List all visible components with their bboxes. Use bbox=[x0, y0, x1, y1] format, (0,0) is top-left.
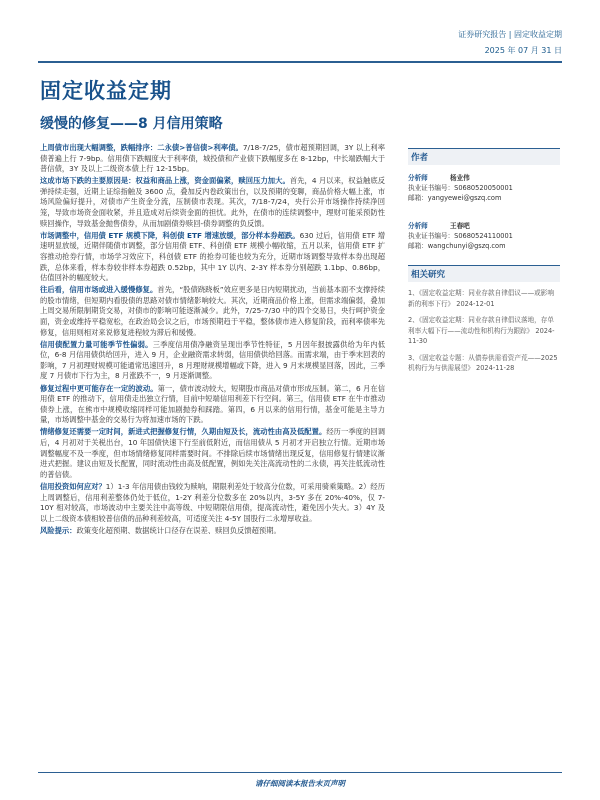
footer-divider bbox=[38, 772, 562, 773]
analyst-email[interactable]: wangchunyi@gszq.com bbox=[427, 242, 506, 250]
sidebar bbox=[408, 148, 560, 380]
report-header bbox=[458, 27, 562, 59]
authors-heading: 作者 bbox=[408, 148, 560, 165]
cert-number: S0680520050001 bbox=[454, 184, 513, 192]
paragraph-lead: 往后看，信用市场或进入缓慢修复。 bbox=[40, 285, 158, 295]
paragraph-lead: 信用投资如何应对？ bbox=[40, 481, 106, 491]
paragraph-risk bbox=[40, 526, 385, 537]
paragraph-text: 首先，4 月以来，权益触底反弹持续走强，近期上证综指触及 3600 点，叠加反内卷政策出台，以及预期的变聊，商品价格大幅上涨，市场风险偏好提升，对债市产生资金分流，压制债市表现。其次，7/18-7/24，央行公开市场操作持续净回笼，导致市场资金面收紧，并且造成对后续资金面的担忧。此外，在债市的连续调整中，理财可能采预防性赎回操作，导致基金抛售债券，从而加剧债券赎回-债券调整的负反馈。 bbox=[40, 176, 386, 228]
paragraph bbox=[40, 340, 385, 382]
paragraph-text: 经历一季度的回调后，4 月初对于关税出台，10 年国债快速下行至前低附近，而信用债从 5 月初才开启独立行情。近期市场调整幅度不及一季度，但市场情绪修复同样需要时间。不排除后续市场情绪出现反复，信用修复行情建议渐进式把握。建议由短及长配置，同时流动性由高及低配置，例如先关注高流动性的二永债，再关注低流动性的普信债。 bbox=[40, 427, 385, 479]
email-label: 邮箱： bbox=[408, 242, 428, 250]
paragraph-text: 三季度信用债净融资呈现出季节性特征，5 月因年报披露供给为年内低位，6-8 月信用债供给回升，进入 9 月，企业融资需求转弱，信用债供给回落。而需求端，由于季末回表的影响，7 月初理财规模可能通常迅速回升，8 月理财规模增幅或下降，进入 9 月末规模显回落，因此，三季度 7 月债市下行为主，8 月涨跌不一，9 月逐渐调整。 bbox=[40, 339, 386, 381]
paragraph bbox=[40, 384, 385, 426]
cert-label: 执业证书编号： bbox=[408, 232, 455, 240]
main-body bbox=[40, 143, 385, 538]
related-research-heading: 相关研究 bbox=[408, 265, 560, 282]
cert-number: S0680524110001 bbox=[454, 232, 513, 240]
related-research-list bbox=[408, 288, 560, 374]
analyst-card bbox=[408, 173, 560, 203]
related-research-item[interactable]: 1、《固定收益定期：同业存款自律倡议——或影响新的利率下行》 2024-12-01 bbox=[408, 289, 554, 308]
paragraph-lead: 信用债配置力量可能季节性偏弱。 bbox=[40, 339, 153, 349]
paragraph-text: 630 过后，信用债 ETF 增速明显放缓，近期伴随债市调整，部分信用债 ETF、科创债 ETF 规模小幅收缩，五月以来，信用债 ETF 扩容推动抢券行情，市场学习效应下，科创债 ETF 的抢券可能也较为充分，近期市场调整导致样本券出现超跌，总体来看，样本券较非样本券超跌 0.52bp，其中 1Y 以内、2-3Y 样本券分别超跌 1.1bp、0.86bp，估值回补的幅度较大。 bbox=[40, 230, 385, 283]
paragraph bbox=[40, 143, 385, 175]
report-title: 固定收益定期 bbox=[40, 79, 172, 103]
header-divider bbox=[38, 61, 562, 63]
related-research-item[interactable]: 2、《固定收益定期：同业存款自律倡议落地，存单利率大幅下行——流动性和机构行为跟踪》 2024-11-30 bbox=[408, 316, 555, 345]
paragraph bbox=[40, 231, 385, 284]
paragraph-lead: 这成市场下跌的主要原因是：权益和商品上涨，资金面偏紧，赎回压力加大。 bbox=[40, 176, 290, 186]
analyst-name: 杨业伟 bbox=[450, 174, 470, 182]
paragraph bbox=[40, 176, 385, 229]
analyst-role: 分析师 bbox=[408, 222, 428, 230]
analyst-role: 分析师 bbox=[408, 174, 428, 182]
paragraph-text: 首先，“股债跷跷板”效应更多是日内短期扰动，当前基本面不支撑持续的股市情绪，但短期内看股债的思路对债市情绪影响较大。其次，近期商品价格上涨，但需求端偏弱，叠加上周交易所限制期货交易，对债市的影响可能逐渐减少。此外，7/25-7/30 中的四个交易日，央行呵护资金面，资金或维持平稳宽松，在政治局会议之后，市场预期趋于平稳，整体债市进入修复阶段，而利率债率先修复，信用则相对来说修复进程较为滞后和缓慢。 bbox=[40, 285, 385, 337]
paragraph-text: 1）1-3 年信用债由钱较为赎响，期限利差处于较高分位数，可采用骑乘策略。2）经历上周调整后，信用利差整体仍处于低位，1-2Y 利差分位数多在 20%以内，3-5Y 多在 20%-40%，仅 7-10Y 相对较高，市场波动中主要关注中高等级、中短期限信用债，提高流动性，避免因小失大。3）4Y 及以上二级资本债相较普信债的品种利差较高，可适度关注 4-5Y 国股行二永增厚收益。 bbox=[40, 481, 386, 523]
paragraph-text: 7/18-7/25，债市超预期回调，3Y 以上利率债普遍上行 7-9bp。信用债下跌幅度大于利率债，城投债和产业债下跌幅度多在 8-12bp，中长端跌幅大于普信债，3Y 及以上二级资本债上行 12-15bp。 bbox=[40, 143, 385, 174]
paragraph bbox=[40, 482, 385, 524]
report-date: 2025 年 07 月 31 日 bbox=[484, 46, 562, 55]
report-category: 证券研究报告 | 固定收益定期 bbox=[458, 30, 562, 39]
paragraph-lead: 上周债市出现大幅调整，跌幅排序：二永债>普信债>利率债。 bbox=[40, 143, 243, 152]
footer-disclaimer: 请仔细阅读本报告末页声明 bbox=[255, 779, 345, 788]
paragraph-lead: 风险提示： bbox=[40, 525, 77, 535]
analyst-card bbox=[408, 221, 560, 251]
analyst-email[interactable]: yangyewei@gszq.com bbox=[427, 194, 502, 202]
paragraph-text: 政策变化超预期、数据统计口径存在误差、赎回负反馈超预期。 bbox=[76, 525, 281, 535]
report-subtitle: 缓慢的修复——8 月信用策略 bbox=[40, 116, 223, 132]
paragraph-lead: 市场调整中，信用债 ETF 规模下降，科创债 ETF 增速放缓，部分样本券超跌。 bbox=[40, 230, 300, 240]
related-research-item[interactable]: 3、《固定收益专题：从债券供需看资产荒——2025 机构行为与供需展望》 2024-11-28 bbox=[408, 353, 558, 372]
cert-label: 执业证书编号： bbox=[408, 184, 455, 192]
paragraph-lead: 情绪修复还需要一定时间，新进式把握修复行情，久期由短及长，流动性由高及低配置。 bbox=[40, 427, 327, 437]
paragraph-text: 第一，债市波动较大，短期股市商品对债市形成压制。第二，6 月在信用债 ETF 的推动下，信用债走出独立行情，目前中短端信用利差下行空间。第三，信用债 ETF 在牛市推动债券上涨，在熊市中规模收缩同样可能加剧抛券和踩踏。第四，6 月以来的信用行情，基金可能是主导力量，市场调整中基金的交易行为将加速市场的下跌。 bbox=[40, 383, 385, 425]
analyst-name: 王春吧 bbox=[450, 222, 470, 230]
paragraph-lead: 修复过程中更可能存在一定的波动。 bbox=[40, 383, 158, 393]
email-label: 邮箱： bbox=[408, 194, 428, 202]
paragraph bbox=[40, 427, 385, 480]
paragraph bbox=[40, 285, 385, 338]
